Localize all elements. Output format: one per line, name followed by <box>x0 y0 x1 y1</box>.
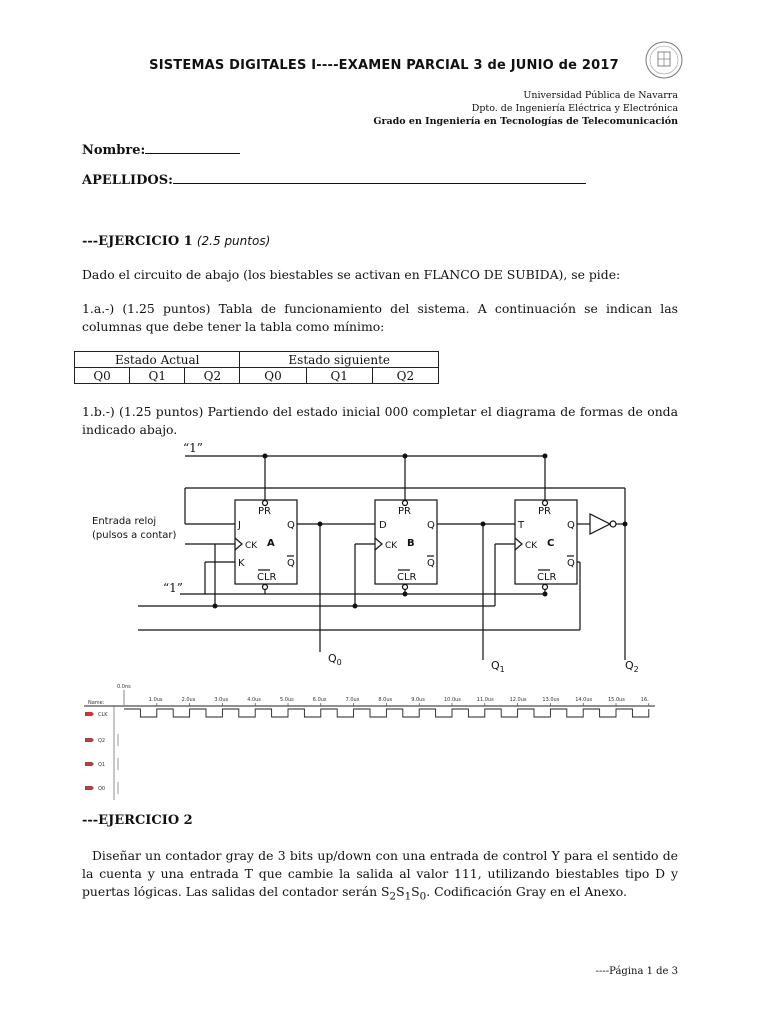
output-q1-label: $Q_1$ <box>491 659 505 674</box>
ff-a-input-j: J <box>238 520 241 531</box>
signal-name: Q2 <box>98 738 106 744</box>
signal-name: Q1 <box>98 762 106 768</box>
one-left-label: “1” <box>163 581 183 595</box>
ejercicio2-sub-1: 1 <box>404 890 412 903</box>
ff-c-input-ck: CK <box>525 541 538 551</box>
time-label: 5.0us <box>280 697 294 703</box>
time-label: 11.0us <box>476 697 494 703</box>
ff-c-input-t: T <box>518 520 525 531</box>
clk-waveform <box>124 709 649 717</box>
time-label: 6.0us <box>312 697 327 703</box>
state-table-column-header: Q1 <box>130 368 185 384</box>
ejercicio2-text <box>82 847 678 905</box>
ff-b-output-bar: Q <box>427 558 435 569</box>
ejercicio2-sub-2: 2 <box>389 890 397 903</box>
ff-b-output: Q <box>427 520 435 531</box>
waveform-name-header: Name: <box>88 700 105 706</box>
ejercicio1-intro: Dado el circuito de abajo (los biestables se activan en FLANCO DE SUBIDA), se pide: <box>82 267 621 282</box>
ff-c-preset: PR <box>538 506 551 517</box>
signal-pin-icon <box>85 786 94 790</box>
ejercicio1-title: ---EJERCICIO 1 <box>82 234 193 249</box>
ejercicio1-points: (2.5 puntos) <box>196 234 271 248</box>
ff-b-input-d: D <box>379 520 387 531</box>
state-table-column-header: Q0 <box>75 368 130 384</box>
ejercicio2-text-end: . Codificación Gray en el Anexo. <box>426 884 627 899</box>
output-q0-label: $Q_0$ <box>328 652 342 667</box>
signal-pin-icon <box>85 712 94 716</box>
signal-pin-icon <box>85 762 94 766</box>
exam-title: SISTEMAS DIGITALES I----EXAMEN PARCIAL 3 de JUNIO de 2017 <box>149 58 619 73</box>
ff-a-input-k: K <box>238 558 245 569</box>
ff-c-output-bar: Q <box>567 558 575 569</box>
time-label: 10.0us <box>444 697 461 703</box>
ff-a-clear: CLR <box>257 572 277 583</box>
time-label: 16. <box>640 697 649 703</box>
ff-a-preset: PR <box>258 506 271 517</box>
ff-c-output: Q <box>567 520 575 531</box>
ejercicio2-s0-letter: S <box>411 884 420 899</box>
ejercicio2-s1-letter: S <box>396 884 405 899</box>
ff-a-input-ck: CK <box>245 541 258 551</box>
state-table-column-header: Q2 <box>185 368 240 384</box>
time-label: 8.0us <box>378 697 393 703</box>
waveform-simulator <box>84 684 655 800</box>
clock-input-label-2: (pulsos a contar) <box>92 530 177 541</box>
apellidos-label: APELLIDOS: <box>82 173 173 188</box>
output-q2-label: $Q_2$ <box>625 659 639 674</box>
page-number: ----Página 1 de 3 <box>595 966 678 977</box>
ff-b-preset: PR <box>398 506 411 517</box>
time-label: 14.0us <box>575 697 593 703</box>
university-name: Universidad Pública de Navarra <box>523 90 678 101</box>
degree-name: Grado en Ingeniería en Tecnologías de Telecomunicación <box>373 116 678 127</box>
ff-a-output: Q <box>287 520 295 531</box>
state-table-column-header: Q2 <box>372 368 438 384</box>
ff-c-clear: CLR <box>537 572 557 583</box>
nombre-label: Nombre: <box>82 143 146 158</box>
time-label: 4.0us <box>247 697 261 703</box>
state-table-column-header: Q1 <box>306 368 372 384</box>
ejercicio1-part-b: 1.b.-) (1.25 puntos) Partiendo del estado inicial 000 completar el diagrama de formas de onda indicado abajo. <box>82 404 678 437</box>
signal-pin-icon <box>85 738 94 742</box>
time-label: 2.0us <box>181 697 196 703</box>
ff-b-name: B <box>407 538 415 549</box>
state-table-column-header: Q0 <box>240 368 306 384</box>
time-label: 1.0us <box>148 697 163 703</box>
ff-c-name: C <box>547 538 555 549</box>
state-table-group-header: Estado siguiente <box>240 352 439 368</box>
ff-b-clear: CLR <box>397 572 417 583</box>
signal-name: Q0 <box>98 786 106 792</box>
department-name: Dpto. de Ingeniería Eléctrica y Electrónica <box>471 103 678 114</box>
time-label: 15.0us <box>608 697 625 703</box>
time-label: 3.0us <box>214 697 229 703</box>
ff-a-output-bar: Q <box>287 558 295 569</box>
ejercicio2-title: ---EJERCICIO 2 <box>82 813 193 828</box>
time-label: 9.0us <box>411 697 425 703</box>
ejercicio1-part-a: 1.a.-) (1.25 puntos) Tabla de funcionamiento del sistema. A continuación se indican las columnas que debe tener la tabla como mínimo: <box>82 301 678 334</box>
state-table-group-header: Estado Actual <box>75 352 240 368</box>
ff-b-input-ck: CK <box>385 541 398 551</box>
ejercicio2-text-main: Diseñar un contador gray de 3 bits up/down con una entrada de control Y para el sentido de la cuenta y una entrada T que cambie la salida al valor 111, utilizando biestables tipo D y puertas lógicas. Las salidas del contador serán S <box>82 848 678 899</box>
waveform-origin-label: 0.0ns <box>117 684 131 690</box>
ff-a-name: A <box>267 538 275 549</box>
signal-name: CLK <box>98 712 108 718</box>
ejercicio2-sub-0: 0 <box>419 890 427 903</box>
time-label: 7.0us <box>345 697 360 703</box>
one-top-label: “1” <box>183 441 203 455</box>
time-label: 12.0us <box>509 697 527 703</box>
ejercicio2-heading <box>82 813 193 828</box>
clock-input-label-1: Entrada reloj <box>92 516 157 527</box>
time-label: 13.0us <box>542 697 560 703</box>
